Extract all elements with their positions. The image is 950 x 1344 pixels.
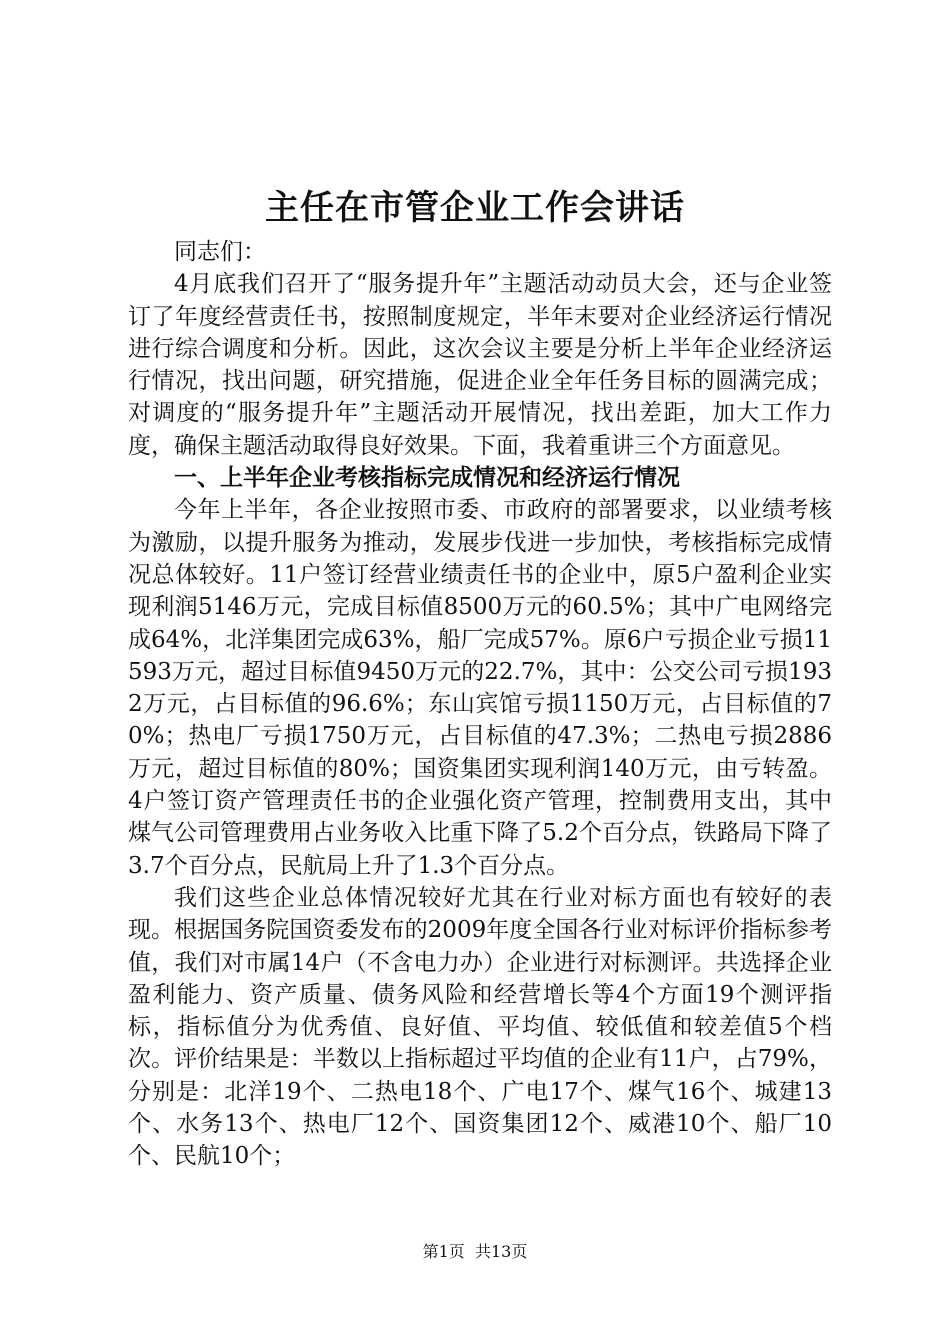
page-footer <box>0 1240 950 1264</box>
page-number: 第1页 <box>422 1242 465 1261</box>
page-total: 共13页 <box>474 1242 528 1261</box>
salutation-paragraph: 同志们： <box>174 239 266 265</box>
document-body <box>128 236 832 1173</box>
section-heading: 一、上半年企业考核指标完成情况和经济运行情况 <box>174 464 680 492</box>
intro-paragraph: 4月底我们召开了“服务提升年”主题活动动员大会，还与企业签订了年度经营责任书，按照制度规定，半年末要对企业经济运行情况进行综合调度和分析。因此，这次会议主要是分析上半年企业经济运行情况，找出问题，研究措施，促进企业全年任务目标的圆满完成；对调度的“服务提升年”主题活动开展情况，找出差距，加大工作力度，确保主题活动取得良好效果。下面，我着重讲三个方面意见。 <box>128 271 832 459</box>
performance-paragraph: 今年上半年，各企业按照市委、市政府的部署要求，以业绩考核为激励，以提升服务为推动，发展步伐进一步加快，考核指标完成情况总体较好。11户签订经营业绩责任书的企业中，原5户盈利企业实现利润5146万元，完成目标值8500万元的60.5%；其中广电网络完成64%，北洋集团完成63%，船厂完成57%。原6户亏损企业亏损11593万元，超过目标值9450万元的22.7%，其中：公交公司亏损1932万元，占目标值的96.6%；东山宾馆亏损1150万元，占目标值的70%；热电厂亏损1750万元，占目标值的47.3%；二热电亏损2886万元，超过目标值的80%；国资集团实现利润140万元，由亏转盈。4户签订资产管理责任书的企业强化资产管理，控制费用支出，其中煤气公司管理费用占业务收入比重下降了5.2个百分点，铁路局下降了3.7个百分点，民航局上升了1.3个百分点。 <box>128 497 832 879</box>
document-title: 主任在市管企业工作会讲话 <box>265 188 685 228</box>
benchmark-paragraph: 我们这些企业总体情况较好尤其在行业对标方面也有较好的表现。根据国务院国资委发布的2009年度全国各行业对标评价指标参考值，我们对市属14户（不含电力办）企业进行对标测评。共选择企业盈利能力、资产质量、债务风险和经营增长等4个方面19个测评指标，指标值分为优秀值、良好值、平均值、较低值和较差值5个档次。评价结果是：半数以上指标超过平均值的企业有11户，占79%，分别是：北洋19个、二热电18个、广电17个、煤气16个、城建13个、水务13个、热电厂12个、国资集团12个、威港10个、船厂10个、民航10个； <box>128 884 832 1170</box>
